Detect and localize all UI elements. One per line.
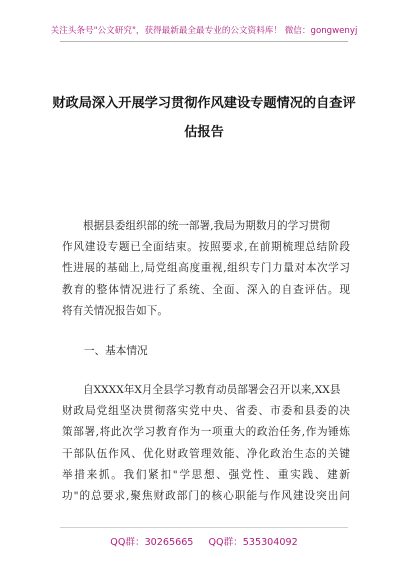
section1-line: 策部署,将此次学习教育作为一项重大的政治任务,作为锤炼 xyxy=(62,426,350,439)
intro-line: 教育的整体情况进行了系统、全面、深入的自查评估。现 xyxy=(62,283,350,296)
footer-qq-group-2: QQ群：535304092 xyxy=(208,537,298,548)
intro-paragraph xyxy=(62,216,350,322)
section-heading-basic-situation: 一、基本情况 xyxy=(84,345,148,357)
intro-line: 作风建设专题已全面结束。按照要求,在前期梳理总结阶段 xyxy=(62,241,350,254)
header-divider xyxy=(60,41,348,42)
document-title-line-1: 财政局深入开展学习贯彻作风建设专题情况的自查评 xyxy=(52,96,356,111)
footer-qq-groups xyxy=(0,534,408,548)
header-banner: 关注头条号"公文研究"，获得最新最全最专业的公文资料库！ 微信：gongwenyj xyxy=(50,26,358,36)
section1-line: 功"的总要求,聚焦财政部门的核心职能与作风建设突出问 xyxy=(62,490,350,503)
intro-line: 根据县委组织部的统一部署,我局为期数月的学习贯彻 xyxy=(83,220,331,232)
section1-line: 干部队伍作风、优化财政管理效能、净化政治生态的关键 xyxy=(62,447,350,460)
section1-line: 自XXXX年X月全县学习教育动员部署会召开以来,XX县 xyxy=(83,384,341,396)
intro-line: 性进展的基础上,局党组高度重视,组织专门力量对本次学习 xyxy=(62,262,350,275)
section1-line: 举措来抓。我们紧扣"学思想、强党性、重实践、建新 xyxy=(62,468,350,481)
document-title-line-2: 估报告 xyxy=(184,125,224,140)
section1-line: 财政局党组坚决贯彻落实党中央、省委、市委和县委的决 xyxy=(62,405,350,418)
footer-divider xyxy=(60,527,348,528)
intro-line: 将有关情况报告如下。 xyxy=(62,304,168,317)
section1-paragraph xyxy=(62,380,350,507)
footer-qq-group-1: QQ群：30265665 xyxy=(110,537,194,548)
